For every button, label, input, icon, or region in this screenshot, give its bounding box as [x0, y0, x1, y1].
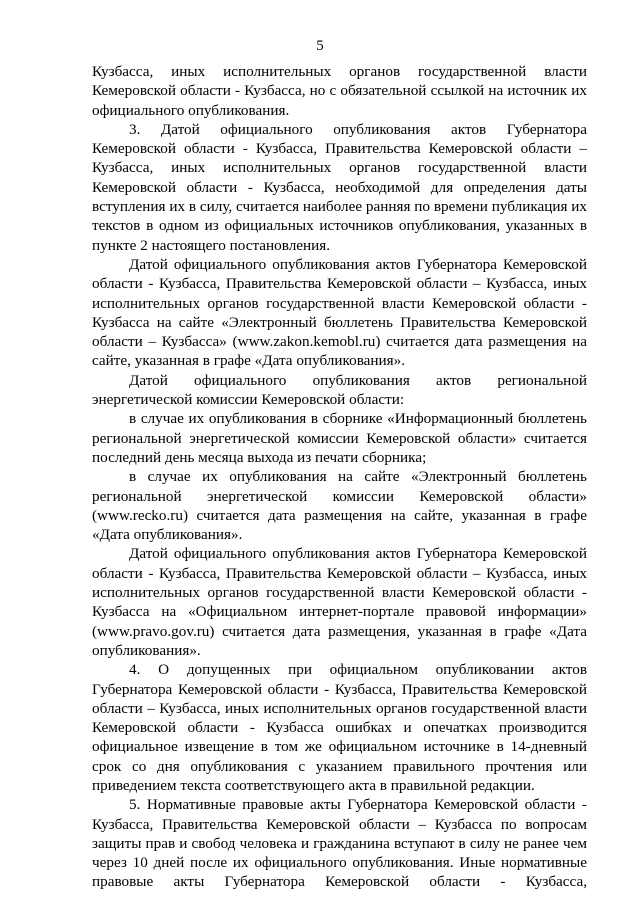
page-number: 5	[316, 38, 324, 54]
paragraph-publication-date-website: Датой официального опубликования актов Губернатора Кемеровской области - Кузбасса, Правительства Кемеровской области – Кузбасса, иных исполнительных органов государственной власти Кемеровской области - Кузбасса на сайте «Электронный бюллетень Правительства Кемеровской области – Кузбасса» (www.zakon.kemobl.ru) считается дата размещения на сайте, указанная в графе «Дата опубликования».	[92, 255, 587, 370]
paragraph-energy-commission-website: в случае их опубликования на сайте «Электронный бюллетень региональной энергетической комиссии Кемеровской области» (www.recko.ru) считается дата размещения на сайте, указанная в графе «Дата опубликования».	[92, 468, 587, 544]
paragraph-item-4: 4. О допущенных при официальном опубликовании актов Губернатора Кемеровской области - Кузбасса, Правительства Кемеровской области – Кузбасса, иных исполнительных органов государственной власти Кемеровской области - Кузбасса ошибках и опечатках производится официальное извещение в том же официальном источнике в 14-дневный срок со дня опубликования с указанием правильного прочтения или приведением текста соответствующего акта в правильной редакции.	[92, 661, 587, 794]
paragraph-energy-commission-intro: Датой официального опубликования актов региональной энергетической комиссии Кемеровской области:	[92, 371, 587, 409]
paragraph-energy-commission-bulletin: в случае их опубликования в сборнике «Информационный бюллетень региональной энергетической комиссии Кемеровской области» считается последний день месяца выхода из печати сборника;	[92, 410, 587, 466]
document-body	[92, 62, 587, 892]
paragraph-continuation: Кузбасса, иных исполнительных органов государственной власти Кемеровской области - Кузбасса, но с обязательной ссылкой на источник их официального опубликования.	[92, 63, 587, 119]
paragraph-pravo-portal: Датой официального опубликования актов Губернатора Кемеровской области - Кузбасса, Правительства Кемеровской области – Кузбасса, иных исполнительных органов государственной власти Кемеровской области - Кузбасса на «Официальном интернет-портале правовой информации» (www.pravo.gov.ru) считается дата размещения, указанная в графе «Дата опубликования».	[92, 545, 587, 659]
paragraph-item-5: 5. Нормативные правовые акты Губернатора Кемеровской области - Кузбасса, Правительства Кемеровской области – Кузбасса по вопросам защиты прав и свобод человека и гражданина вступают в силу не ранее чем через 10 дней после их официального опубликования. Иные нормативные правовые акты Губернатора Кемеровской области - Кузбасса,	[92, 796, 587, 891]
paragraph-item-3: 3. Датой официального опубликования актов Губернатора Кемеровской области - Кузбасса, Правительства Кемеровской области – Кузбасса, иных исполнительных органов государственной власти Кемеровской области - Кузбасса, необходимой для определения даты вступления их в силу, считается наиболее ранняя по времени публикация их текстов в одном из официальных источников опубликования, указанных в пункте 2 настоящего постановления.	[92, 120, 587, 254]
